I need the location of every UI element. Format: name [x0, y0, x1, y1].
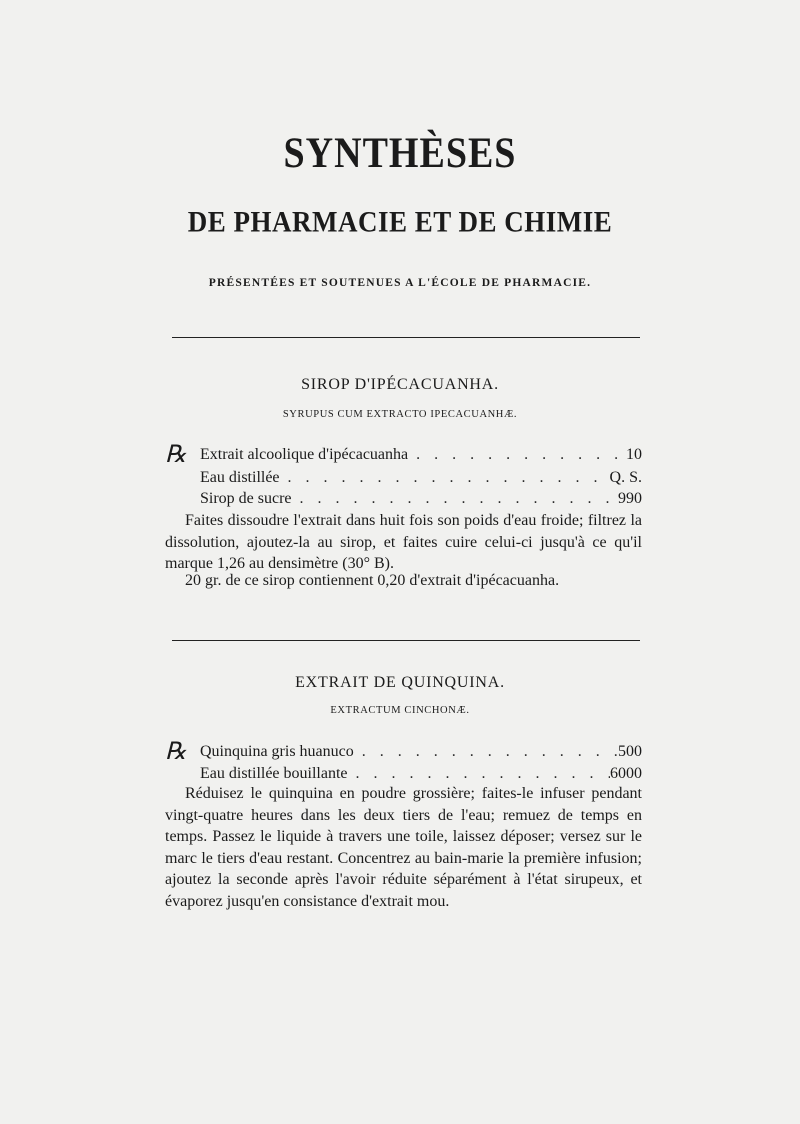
section-divider — [172, 640, 640, 641]
section-divider — [172, 337, 640, 338]
ingredient-row — [200, 488, 642, 509]
ingredient-name: Eau distillée — [200, 469, 280, 486]
leader-dots — [280, 467, 610, 488]
instruction-paragraph — [165, 510, 642, 575]
section-title: SIROP D'IPÉCACUANHA. — [301, 376, 499, 393]
page-subtitle: DE PHARMACIE ET DE CHIMIE — [187, 205, 613, 238]
instruction-paragraph — [165, 570, 642, 592]
ingredient-quantity: 10 — [626, 446, 642, 463]
ingredient-row — [200, 763, 642, 784]
ingredient-quantity: 500 — [618, 743, 642, 760]
leader-dots — [354, 741, 618, 762]
ingredient-name: Eau distillée bouillante — [200, 765, 348, 782]
section-title: EXTRAIT DE QUINQUINA. — [295, 674, 505, 691]
instruction-paragraph — [165, 783, 642, 912]
ingredient-name: Sirop de sucre — [200, 490, 292, 507]
ingredient-quantity: 990 — [618, 490, 642, 507]
section-latin-title: SYRUPUS CUM EXTRACTO IPECACUANHÆ. — [282, 409, 518, 420]
ingredient-name: Extrait alcoolique d'ipécacuanha — [200, 446, 409, 463]
paragraph-text: Réduisez le quinquina en poudre grossière; faites-le infuser pendant vingt-quatre heures dans les deux tiers de l'eau; remuez de temps en temps. Passez le liquide à travers une toile, laissez déposer; versez sur le marc le tiers d'eau restant. Concentrez au bain-marie la première infusion; ajoutez la seconde après l'avoir réduite séparément à l'état sirupeux, et évaporez jusqu'en consistance d'extrait mou. — [165, 785, 642, 910]
section-latin-title: EXTRACTUM CINCHONÆ. — [330, 705, 470, 716]
ingredient-name: Quinquina gris huanuco — [200, 743, 354, 760]
leader-dots — [408, 444, 626, 465]
ingredient-row — [200, 467, 642, 488]
leader-dots — [348, 763, 610, 784]
ingredient-quantity: Q. S. — [609, 469, 642, 486]
ingredient-row — [200, 741, 642, 762]
leader-dots — [292, 488, 618, 509]
recipe-symbol-icon: ℞ — [165, 442, 187, 468]
paragraph-text: Faites dissoudre l'extrait dans huit fois son poids d'eau froide; filtrez la dissolution, ajoutez-la au sirop, et faites cuire celui-ci jusqu'à ce qu'il marque 1,26 au densimètre (30° B). — [165, 512, 642, 572]
ingredient-row — [200, 444, 642, 465]
ingredient-quantity: 6000 — [610, 765, 642, 782]
page-note: PRÉSENTÉES ET SOUTENUES A L'ÉCOLE DE PHARMACIE. — [208, 277, 592, 289]
page-title: SYNTHÈSES — [283, 129, 517, 178]
paragraph-text: 20 gr. de ce sirop contiennent 0,20 d'extrait d'ipécacuanha. — [185, 572, 560, 589]
recipe-symbol-icon: ℞ — [165, 739, 187, 765]
